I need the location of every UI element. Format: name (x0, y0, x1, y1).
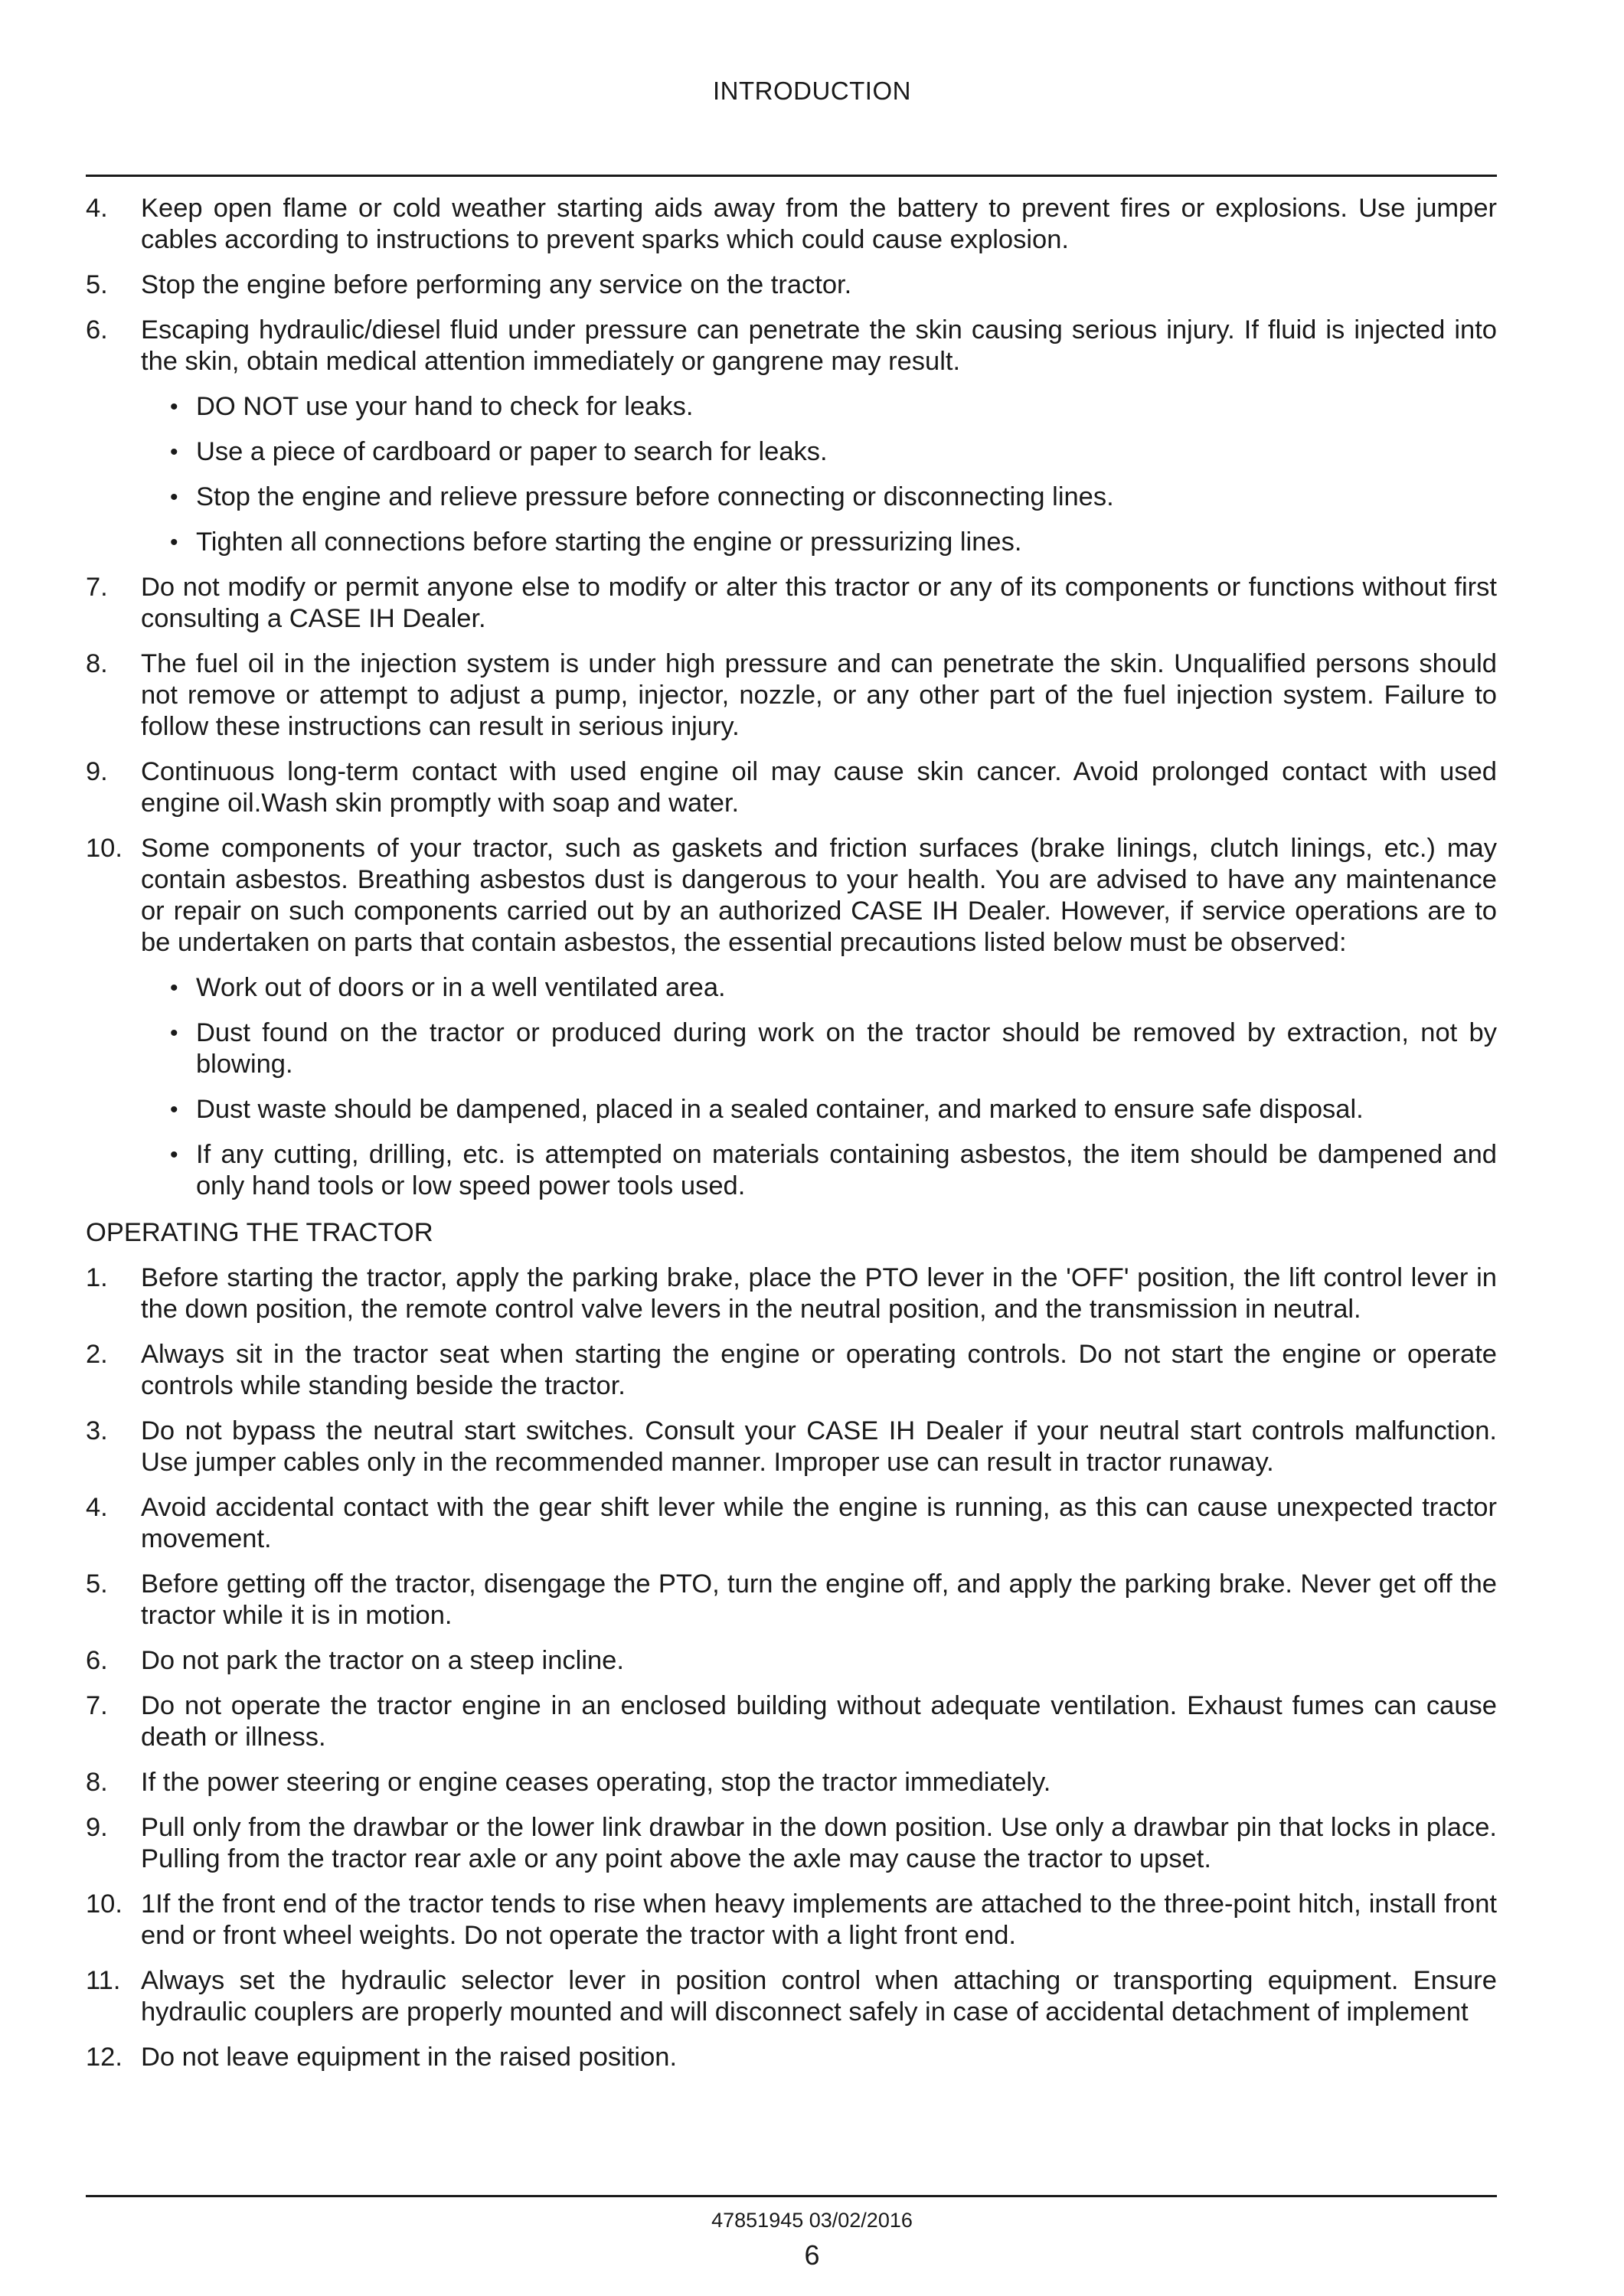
list-item (86, 756, 1497, 819)
item-number: 8. (86, 1768, 108, 1797)
item-number: 10. (86, 834, 123, 863)
bullet-item (168, 391, 1497, 423)
bullet-item (168, 1017, 1497, 1080)
bullet-text: Work out of doors or in a well ventilated area. (196, 973, 726, 1002)
item-text: Pull only from the drawbar or the lower link drawbar in the down position. Use only a drawbar pin that locks in place. Pulling from the tractor rear axle or any point above the axle may cause the tractor to upset. (141, 1813, 1497, 1873)
item-number: 8. (86, 649, 108, 678)
list-item (86, 1889, 1497, 1951)
bullet-icon: • (170, 975, 178, 1001)
bullet-item (168, 436, 1497, 468)
item-text: Before starting the tractor, apply the parking brake, place the PTO lever in the 'OFF' position, the lift control lever in the down position, the remote control valve levers in the neutral position, and the transmission in neutral. (141, 1263, 1497, 1324)
list-item (86, 1492, 1497, 1555)
list-item (86, 315, 1497, 377)
item-text: Continuous long-term contact with used engine oil may cause skin cancer. Avoid prolonged contact with used engine oil.Wash skin promptly with soap and water. (141, 757, 1497, 818)
bullet-text: Dust waste should be dampened, placed in a sealed container, and marked to ensure safe disposal. (196, 1095, 1364, 1124)
bullet-item (168, 1139, 1497, 1202)
section-heading: OPERATING THE TRACTOR (86, 1218, 433, 1247)
bullet-item (168, 527, 1497, 558)
item-number: 4. (86, 194, 108, 223)
list-item (86, 572, 1497, 635)
item-number: 5. (86, 1569, 108, 1599)
list-item (86, 193, 1497, 256)
document-reference: 47851945 03/02/2016 (711, 2209, 913, 2232)
item-text: If the power steering or engine ceases operating, stop the tractor immediately. (141, 1768, 1051, 1797)
item-text: Do not park the tractor on a steep incline. (141, 1646, 624, 1675)
list-item (86, 1645, 1497, 1677)
bullet-item (168, 972, 1497, 1004)
item-text: Keep open flame or cold weather starting aids away from the battery to prevent fires or explosions. Use jumper cables according to instructions to prevent sparks which could cause explosion. (141, 194, 1497, 254)
bullet-text: Tighten all connections before starting the engine or pressurizing lines. (196, 527, 1022, 557)
list-item (86, 833, 1497, 959)
bullet-item (168, 1094, 1497, 1125)
item-number: 2. (86, 1340, 108, 1369)
list-item (86, 1569, 1497, 1631)
page-number: 6 (804, 2239, 820, 2271)
item-text: 1If the front end of the tractor tends to rise when heavy implements are attached to the three-point hitch, install front end or front wheel weights. Do not operate the tractor with a light front end. (141, 1889, 1497, 1950)
item-text: Escaping hydraulic/diesel fluid under pressure can penetrate the skin causing serious injury. If fluid is injected into the skin, obtain medical attention immediately or gangrene may result. (141, 315, 1497, 376)
item-text: Always set the hydraulic selector lever in position control when attaching or transporting equipment. Ensure hydraulic couplers are properly mounted and will disconnect safely in case of accidental detachment of implement (141, 1966, 1497, 2027)
item-number: 6. (86, 315, 108, 345)
footer-divider (86, 2195, 1497, 2197)
bullet-text: Use a piece of cardboard or paper to search for leaks. (196, 437, 828, 466)
item-number: 5. (86, 270, 108, 299)
bullet-icon: • (170, 439, 178, 465)
item-number: 7. (86, 573, 108, 602)
bullet-text: If any cutting, drilling, etc. is attempted on materials containing asbestos, the item should be dampened and only hand tools or low speed power tools used. (196, 1140, 1497, 1200)
item-text: Stop the engine before performing any service on the tractor. (141, 270, 852, 299)
item-text: Avoid accidental contact with the gear shift lever while the engine is running, as this can cause unexpected tractor movement. (141, 1493, 1497, 1553)
page-header-title: INTRODUCTION (713, 77, 911, 105)
list-item (86, 1812, 1497, 1875)
bullet-icon: • (170, 1142, 178, 1168)
list-item (86, 269, 1497, 301)
list-item (86, 1690, 1497, 1753)
list-item (86, 1339, 1497, 1402)
list-item (86, 1262, 1497, 1325)
header-divider (86, 175, 1497, 177)
item-number: 9. (86, 1813, 108, 1842)
item-text: Do not modify or permit anyone else to modify or alter this tractor or any of its components or functions without first consulting a CASE IH Dealer. (141, 573, 1497, 633)
item-number: 7. (86, 1691, 108, 1720)
item-text: Before getting off the tractor, disengage the PTO, turn the engine off, and apply the parking brake. Never get off the tractor while it is in motion. (141, 1569, 1497, 1630)
bullet-icon: • (170, 530, 178, 555)
list-item (86, 1965, 1497, 2028)
bullet-text: Stop the engine and relieve pressure before connecting or disconnecting lines. (196, 482, 1114, 511)
bullet-text: Dust found on the tractor or produced during work on the tractor should be removed by extraction, not by blowing. (196, 1018, 1497, 1079)
list-item (86, 648, 1497, 743)
bullet-text: DO NOT use your hand to check for leaks. (196, 392, 694, 421)
item-text: Some components of your tractor, such as gaskets and friction surfaces (brake linings, clutch linings, etc.) may contain asbestos. Breathing asbestos dust is dangerous to your health. You are advised to have any maintenance or repair on such components carried out by an authorized CASE IH Dealer. However, if service operations are to be undertaken on parts that contain asbestos, the essential precautions listed below must be observed: (141, 834, 1497, 957)
item-text: Do not bypass the neutral start switches. Consult your CASE IH Dealer if your neutral start controls malfunction. Use jumper cables only in the recommended manner. Improper use can result in tractor runaway. (141, 1416, 1497, 1477)
item-number: 12. (86, 2043, 123, 2072)
item-number: 1. (86, 1263, 108, 1292)
item-number: 9. (86, 757, 108, 786)
list-item (86, 1767, 1497, 1798)
page-content (86, 193, 1497, 2087)
item-number: 3. (86, 1416, 108, 1445)
item-number: 6. (86, 1646, 108, 1675)
item-number: 4. (86, 1493, 108, 1522)
item-number: 11. (86, 1966, 121, 1995)
bullet-item (168, 482, 1497, 513)
item-text: The fuel oil in the injection system is under high pressure and can penetrate the skin. Unqualified persons should not remove or attempt to adjust a pump, injector, nozzle, or any other part of the fuel injection system. Failure to follow these instructions can result in serious injury. (141, 649, 1497, 741)
item-text: Do not operate the tractor engine in an enclosed building without adequate ventilation. Exhaust fumes can cause death or illness. (141, 1691, 1497, 1752)
item-text: Always sit in the tractor seat when starting the engine or operating controls. Do not start the engine or operate controls while standing beside the tractor. (141, 1340, 1497, 1400)
bullet-icon: • (170, 394, 178, 420)
bullet-icon: • (170, 1097, 178, 1122)
item-text: Do not leave equipment in the raised position. (141, 2043, 678, 2072)
item-number: 10. (86, 1889, 123, 1919)
bullet-icon: • (170, 1021, 178, 1046)
list-item (86, 2042, 1497, 2073)
bullet-icon: • (170, 485, 178, 510)
list-item (86, 1416, 1497, 1478)
